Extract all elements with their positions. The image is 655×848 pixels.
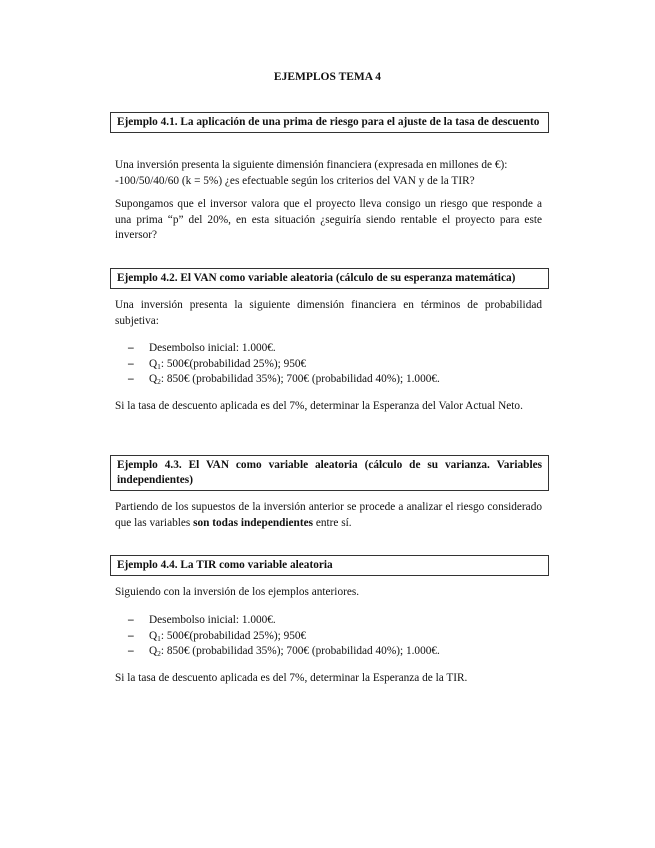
- list-item-text: : 500€(probabilidad 25%); 950€: [160, 357, 307, 370]
- example-4-1-heading: Ejemplo 4.1. La aplicación de una prima de riesgo para el ajuste de la tasa de descuento: [110, 112, 549, 133]
- bold-emphasis: son todas independientes: [193, 516, 314, 529]
- example-4-2-list: [115, 341, 542, 388]
- list-item: [115, 341, 542, 357]
- list-item-text: : 850€ (probabilidad 35%); 700€ (probabilidad 40%); 1.000€.: [160, 373, 440, 385]
- example-4-4-list: [115, 613, 542, 660]
- subscript: 1: [157, 633, 161, 643]
- example-4-1-paragraph-1: [115, 158, 542, 189]
- variable-q: Q: [149, 645, 158, 657]
- dash-bullet: –: [128, 342, 134, 354]
- list-item: [115, 613, 542, 629]
- example-4-1-paragraph-2: Supongamos que el inversor valora que el proyecto lleva consigo un riesgo que responde a una prima “p” del 20%, en esta situación ¿seguiría siendo rentable el proyecto para este inversor?: [115, 198, 542, 241]
- list-item-text: : 500€(probabilidad 25%); 950€: [160, 629, 307, 642]
- variable-q: Q: [149, 357, 158, 370]
- example-4-1-paragraph-1-line-1: Una inversión presenta la siguiente dimensión financiera (expresada en millones de €):: [115, 159, 508, 171]
- example-4-2-paragraph-1: Una inversión presenta la siguiente dimensión financiera en términos de probabilidad subjetiva:: [115, 299, 542, 327]
- list-item: [115, 372, 542, 388]
- example-4-4-paragraph-2: Si la tasa de descuento aplicada es del 7%, determinar la Esperanza de la TIR.: [115, 672, 468, 684]
- variable-q: Q: [149, 629, 158, 642]
- list-item-text: : 850€ (probabilidad 35%); 700€ (probabilidad 40%); 1.000€.: [160, 645, 440, 657]
- dash-bullet: –: [128, 645, 134, 657]
- list-item-text: Desembolso inicial: 1.000€.: [149, 342, 276, 354]
- example-4-4-paragraph-1: Siguiendo con la inversión de los ejemplos anteriores.: [115, 586, 360, 598]
- list-item: [115, 629, 542, 645]
- subscript: 1: [157, 361, 161, 371]
- example-4-3-paragraph-1: [115, 500, 542, 531]
- dash-bullet: –: [128, 357, 134, 370]
- variable-q: Q: [149, 373, 158, 385]
- dash-bullet: –: [128, 373, 134, 385]
- example-4-3-heading: Ejemplo 4.3. El VAN como variable aleatoria (cálculo de su varianza. Variables independientes): [110, 455, 549, 491]
- subscript: 2: [157, 377, 161, 386]
- example-4-4-heading: Ejemplo 4.4. La TIR como variable aleatoria: [110, 555, 549, 576]
- example-4-2-paragraph-2: Si la tasa de descuento aplicada es del 7%, determinar la Esperanza del Valor Actual Neto.: [115, 400, 523, 412]
- dash-bullet: –: [128, 614, 134, 626]
- list-item: [115, 644, 542, 660]
- example-4-2-heading: Ejemplo 4.2. El VAN como variable aleatoria (cálculo de su esperanza matemática): [110, 268, 549, 289]
- list-item: [115, 357, 542, 373]
- paragraph-text: Partiendo de los supuestos de la inversión anterior se procede a analizar el riesgo considerado que las variables: [115, 501, 542, 529]
- subscript: 2: [157, 649, 161, 658]
- list-item-text: Desembolso inicial: 1.000€.: [149, 614, 276, 626]
- page-title: EJEMPLOS TEMA 4: [273, 71, 382, 83]
- dash-bullet: –: [128, 629, 134, 642]
- example-4-1-paragraph-1-line-2: -100/50/40/60 (k = 5%) ¿es efectuable según los criterios del VAN y de la TIR?: [115, 174, 475, 187]
- paragraph-text: entre sí.: [313, 516, 352, 529]
